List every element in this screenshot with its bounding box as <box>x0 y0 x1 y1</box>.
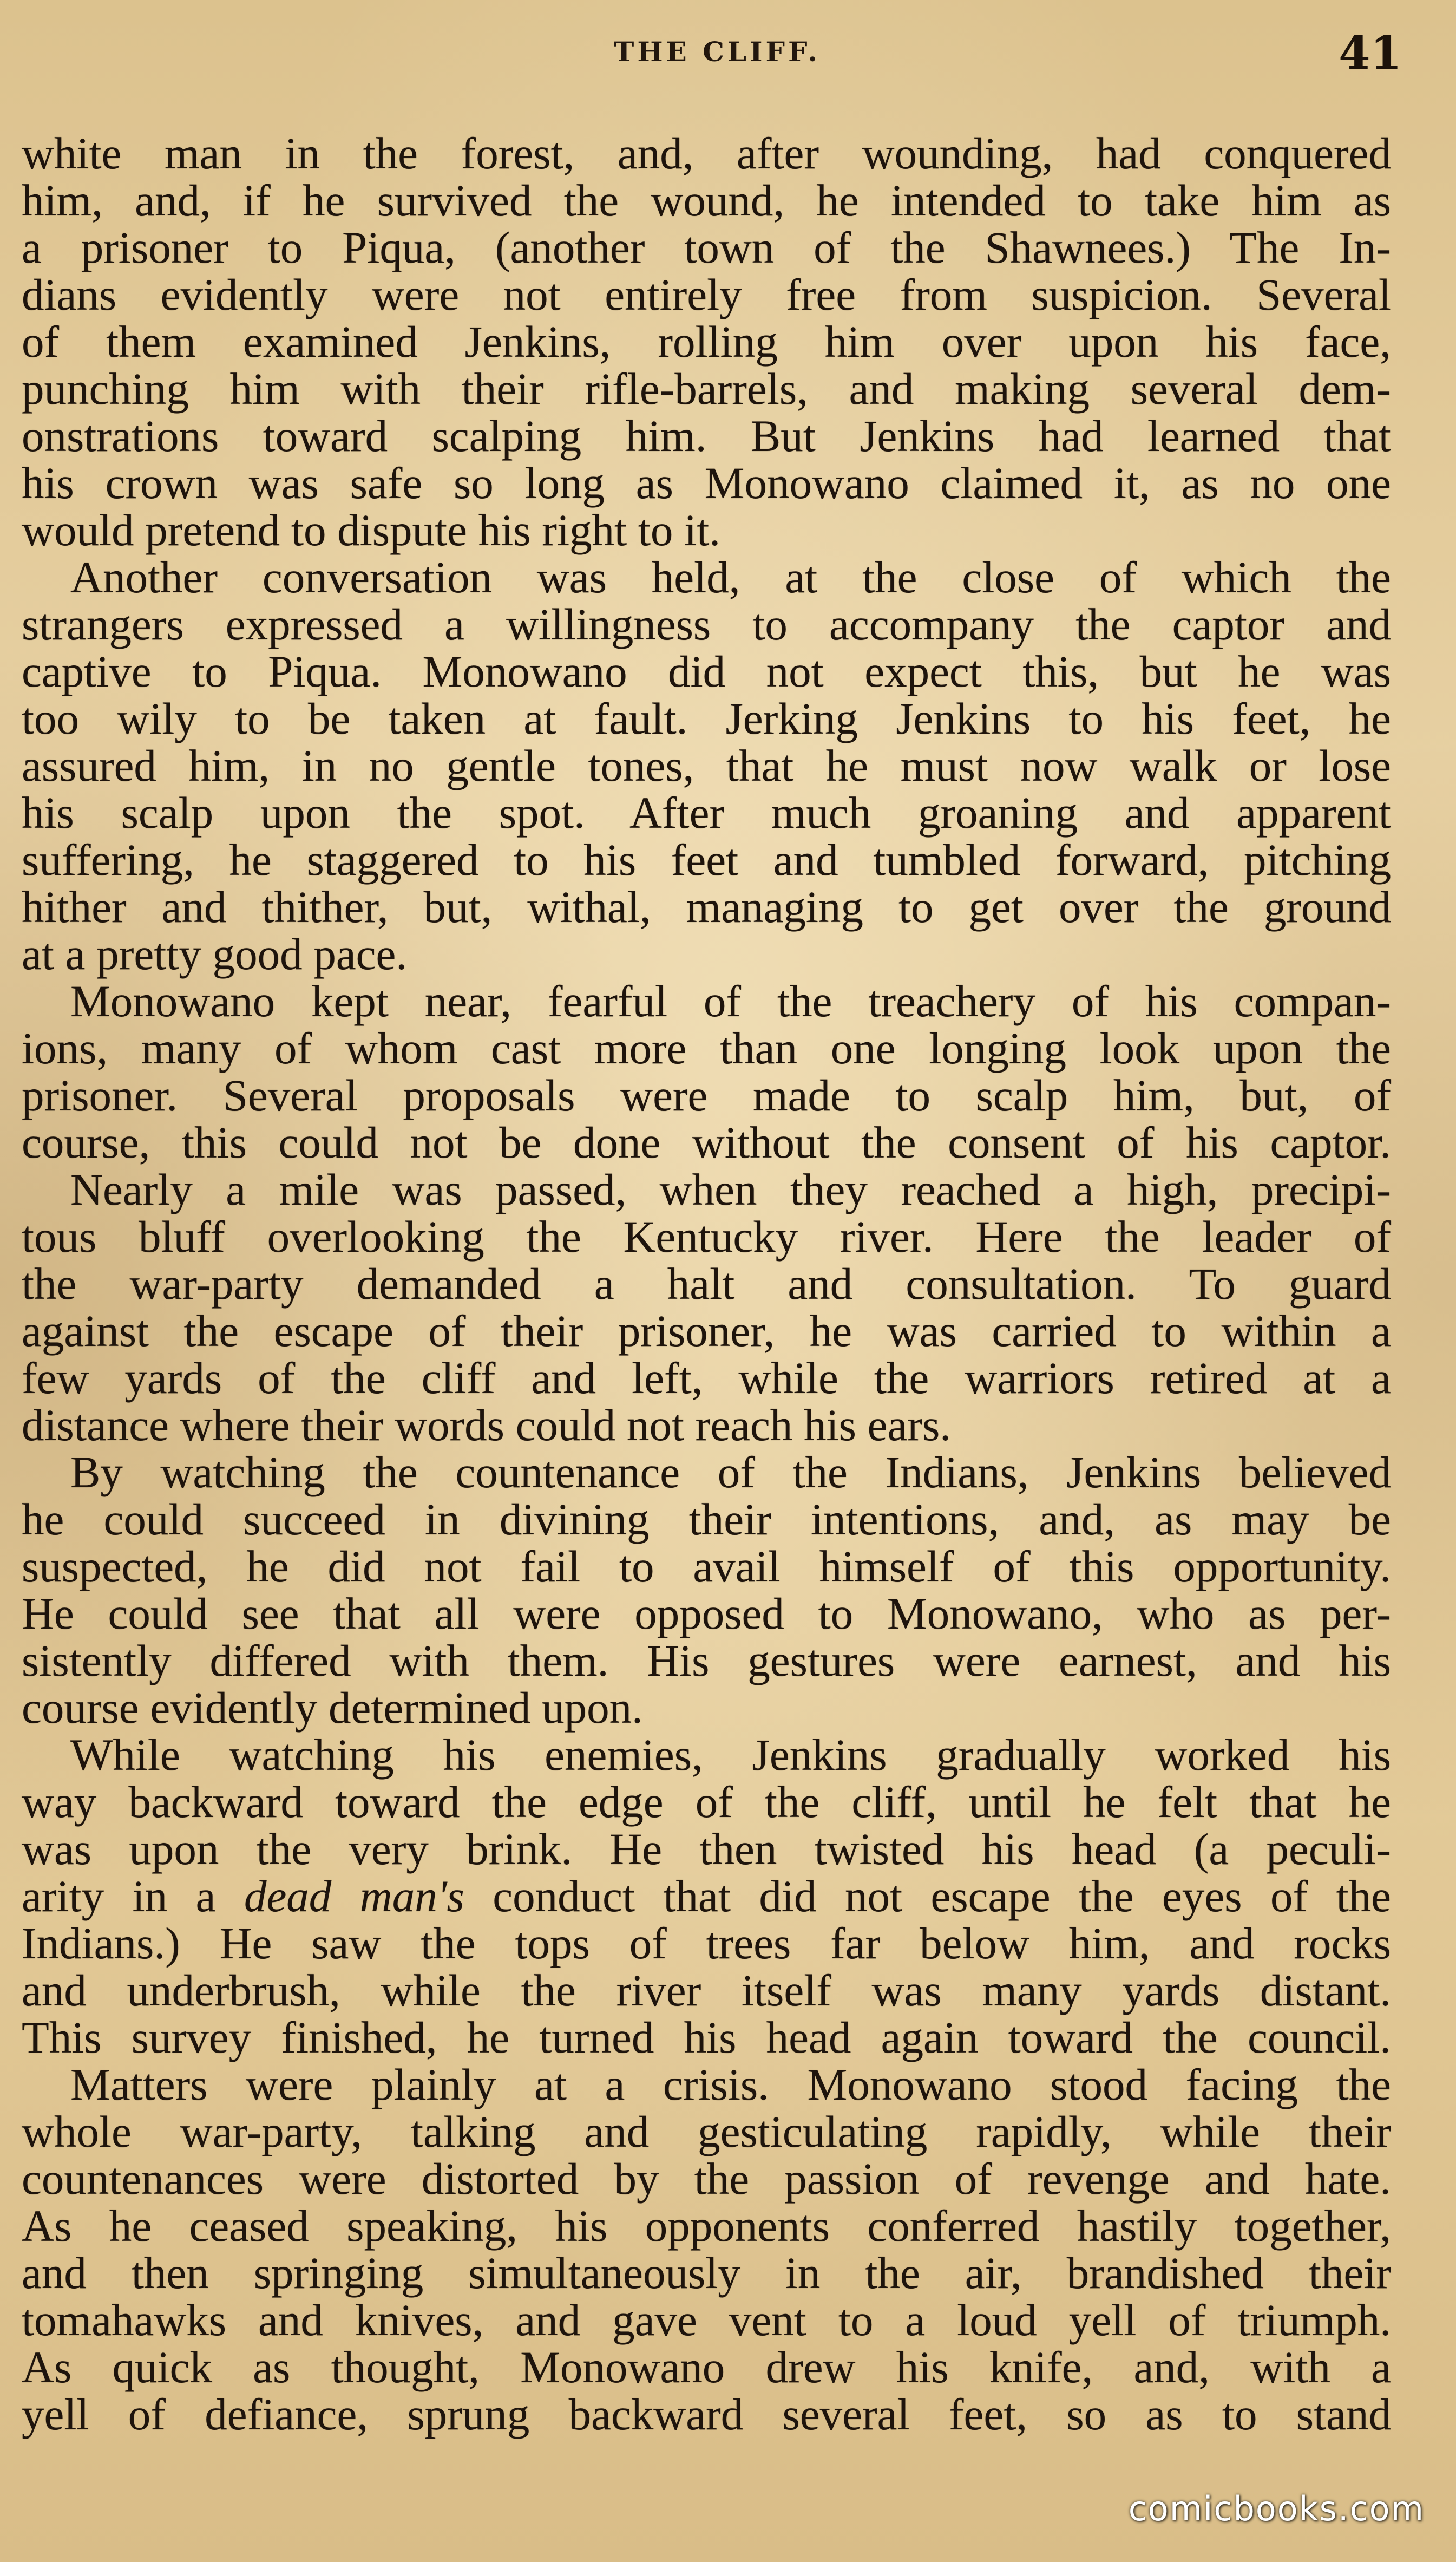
text-line: the war-party demanded a halt and consultation. To guard <box>22 1259 1391 1309</box>
text-line: too wily to be taken at fault. Jerking Jenkins to his feet, he <box>22 694 1391 743</box>
page-number: 41 <box>1339 26 1402 80</box>
text-line: and underbrush, while the river itself was many yards distant. <box>22 1965 1391 2015</box>
text-line: sistently differed with them. His gestures were earnest, and his <box>22 1636 1391 1685</box>
text-line <box>22 1873 1391 1920</box>
text-line: would pretend to dispute his right to it. <box>22 505 720 555</box>
text-line: He could see that all were opposed to Monowano, who as per- <box>22 1589 1391 1638</box>
text-line: Indians.) He saw the tops of trees far below him, and rocks <box>22 1918 1391 1968</box>
text-line: onstrations toward scalping him. But Jenkins had learned that <box>22 411 1391 461</box>
site-watermark: comicbooks.com <box>1128 2489 1425 2528</box>
text-line: strangers expressed a willingness to accompany the captor and <box>22 599 1391 649</box>
text-line: his scalp upon the spot. After much groaning and apparent <box>22 788 1391 838</box>
text-line: This survey finished, he turned his head again toward the council. <box>22 2012 1391 2062</box>
text-run: arity in a <box>22 1871 216 1921</box>
text-line: ions, many of whom cast more than one longing look upon the <box>22 1023 1391 1073</box>
text-line: punching him with their rifle-barrels, and making several dem- <box>22 364 1391 414</box>
text-line: While watching his enemies, Jenkins gradually worked his <box>70 1730 1391 1780</box>
text-line: his crown was safe so long as Monowano claimed it, as no one <box>22 458 1391 508</box>
text-line: against the escape of their prisoner, he was carried to within a <box>22 1306 1391 1356</box>
text-run: conduct that did not escape the eyes of the <box>493 1871 1391 1921</box>
text-line: white man in the forest, and, after wounding, had conquered <box>22 128 1391 178</box>
text-line: tomahawks and knives, and gave vent to a loud yell of triumph. <box>22 2295 1391 2345</box>
text-line: and then springing simultaneously in the air, brandished their <box>22 2248 1391 2298</box>
text-line: prisoner. Several proposals were made to scalp him, but, of <box>22 1070 1391 1120</box>
text-line: yell of defiance, sprung backward several feet, so as to stand <box>22 2389 1391 2439</box>
italic-phrase: dead man's <box>244 1871 464 1921</box>
text-line: suffering, he staggered to his feet and tumbled forward, pitching <box>22 835 1391 885</box>
text-line: captive to Piqua. Monowano did not expect this, but he was <box>22 646 1391 696</box>
text-line: countenances were distorted by the passion of revenge and hate. <box>22 2154 1391 2204</box>
text-line: suspected, he did not fail to avail himself of this opportunity. <box>22 1541 1391 1591</box>
text-line: a prisoner to Piqua, (another town of the Shawnees.) The In- <box>22 223 1391 272</box>
text-line: As he ceased speaking, his opponents conferred hastily together, <box>22 2201 1391 2251</box>
text-line: Monowano kept near, fearful of the treachery of his compan- <box>70 976 1391 1026</box>
text-line: Matters were plainly at a crisis. Monowano stood facing the <box>70 2060 1391 2109</box>
text-line: Nearly a mile was passed, when they reached a high, precipi- <box>70 1165 1391 1214</box>
text-line: was upon the very brink. He then twisted his head (a peculi- <box>22 1824 1391 1874</box>
text-line: whole war-party, talking and gesticulating rapidly, while their <box>22 2107 1391 2156</box>
text-line: of them examined Jenkins, rolling him over upon his face, <box>22 317 1391 367</box>
body-text <box>22 130 1391 2438</box>
text-line: few yards of the cliff and left, while the warriors retired at a <box>22 1353 1391 1403</box>
text-line: By watching the countenance of the Indians, Jenkins believed <box>70 1447 1391 1497</box>
text-line: course evidently determined upon. <box>22 1683 643 1733</box>
text-line: he could succeed in divining their intentions, and, as may be <box>22 1494 1391 1544</box>
text-line: tous bluff overlooking the Kentucky river. Here the leader of <box>22 1212 1391 1262</box>
text-line: course, this could not be done without the consent of his captor. <box>22 1117 1391 1167</box>
running-head <box>32 26 1402 91</box>
text-line: him, and, if he survived the wound, he intended to take him as <box>22 175 1391 225</box>
text-line: way backward toward the edge of the cliff, until he felt that he <box>22 1777 1391 1827</box>
text-line: dians evidently were not entirely free from suspicion. Several <box>22 270 1391 319</box>
text-line: distance where their words could not reach his ears. <box>22 1400 952 1450</box>
chapter-title: THE CLIFF. <box>614 36 821 68</box>
text-line: at a pretty good pace. <box>22 929 408 979</box>
text-line: Another conversation was held, at the close of which the <box>70 552 1391 602</box>
text-line: hither and thither, but, withal, managing to get over the ground <box>22 882 1391 932</box>
text-line: As quick as thought, Monowano drew his knife, and, with a <box>22 2342 1391 2392</box>
text-line: assured him, in no gentle tones, that he must now walk or lose <box>22 741 1391 790</box>
